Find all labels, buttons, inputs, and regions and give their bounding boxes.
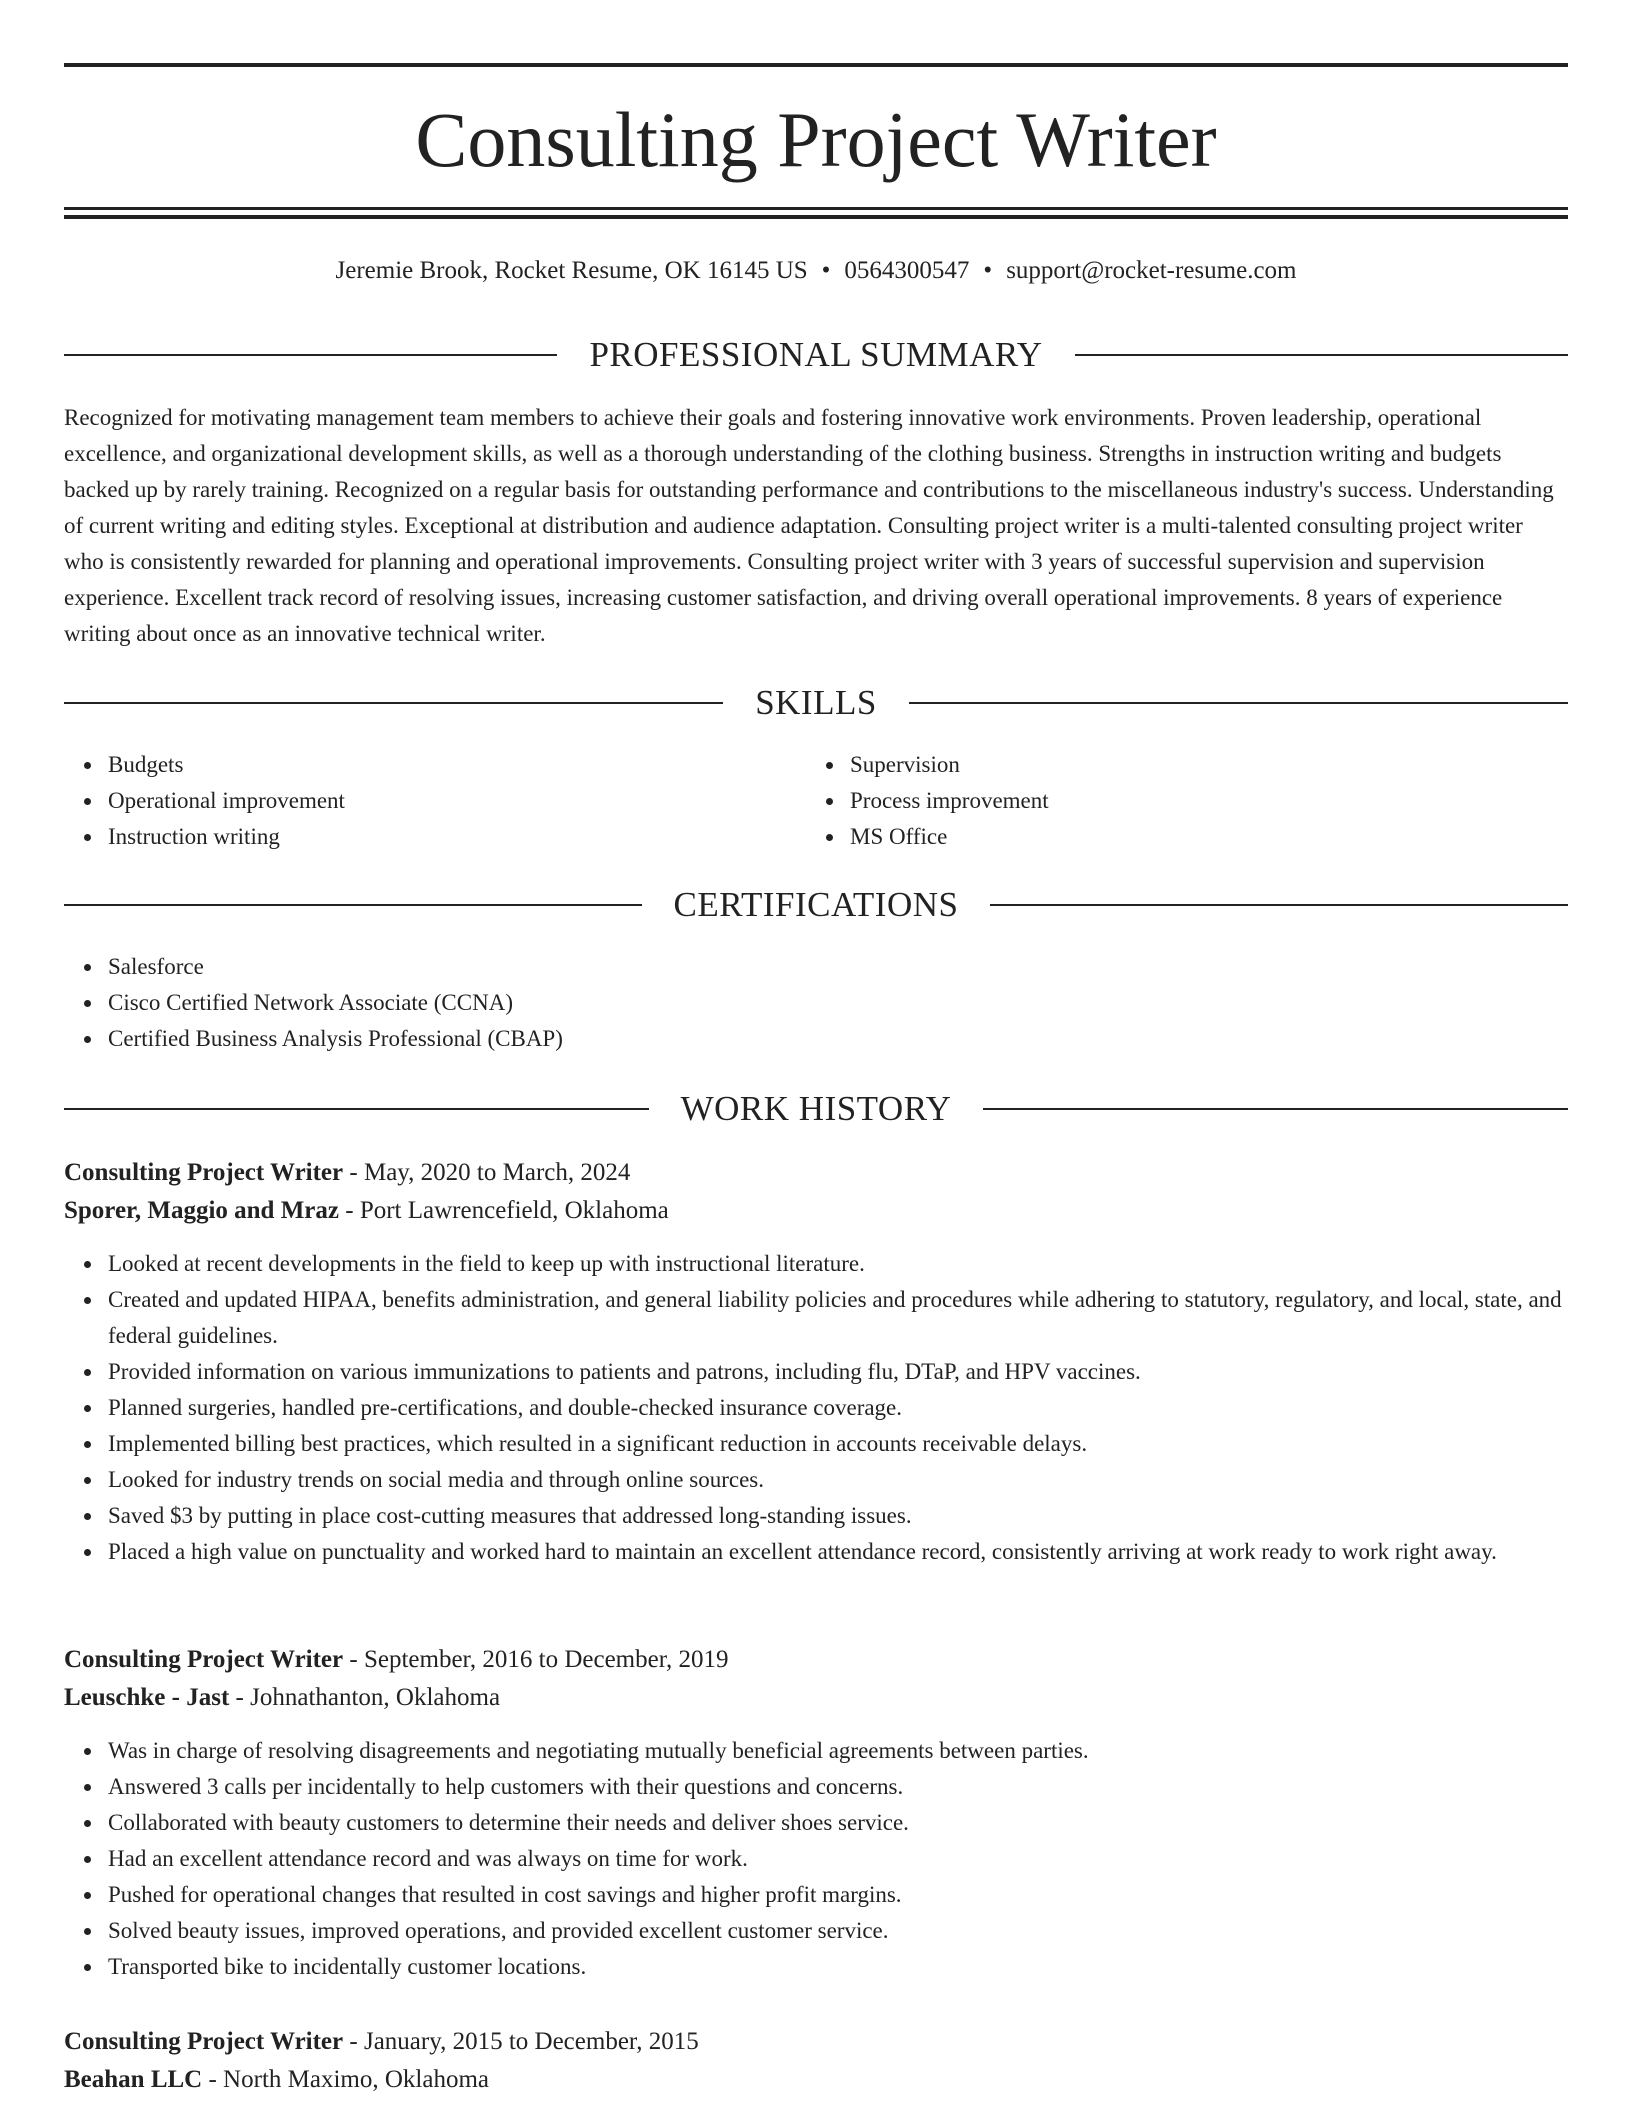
resume-page: [64, 0, 1568, 2112]
job-title: Consulting Project Writer: [64, 1159, 344, 1186]
skills-column-left: [64, 747, 784, 855]
heading-rule-left: [64, 1108, 649, 1110]
job-title: Consulting Project Writer: [64, 1646, 344, 1673]
job-duty-item: Transported bike to incidentally customer locations.: [64, 1949, 1568, 1985]
job-company-line: [64, 1679, 1568, 1717]
contact-phone: 0564300547: [844, 257, 970, 284]
title-bottom-rule-lower: [64, 215, 1568, 219]
job-duty-item: Was in charge of resolving disagreements and negotiating mutually beneficial agreements between parties.: [64, 1733, 1568, 1769]
certification-item: Cisco Certified Network Associate (CCNA): [64, 985, 964, 1021]
contact-address: Jeremie Brook, Rocket Resume, OK 16145 US: [335, 257, 808, 284]
contact-separator: •: [821, 257, 831, 284]
job-duty-item: Had an excellent attendance record and was always on time for work.: [64, 1841, 1568, 1877]
job-location: - Johnathanton, Oklahoma: [229, 1684, 501, 1711]
section-title-certifications: CERTIFICATIONS: [673, 885, 959, 924]
job-entry: [64, 2023, 1568, 2099]
heading-rule-left: [64, 904, 642, 906]
job-title: Consulting Project Writer: [64, 2028, 344, 2055]
certifications-list: [64, 949, 964, 1057]
skill-item: Operational improvement: [64, 783, 784, 819]
job-location: - North Maximo, Oklahoma: [202, 2066, 489, 2093]
skills-column-right: [806, 747, 1526, 855]
job-duty-item: Collaborated with beauty customers to determine their needs and deliver shoes service.: [64, 1805, 1568, 1841]
job-duties-list: [64, 1733, 1568, 1985]
job-duty-item: Provided information on various immunizations to patients and patrons, including flu, DTaP, and HPV vaccines.: [64, 1354, 1568, 1390]
job-location: - Port Lawrencefield, Oklahoma: [339, 1197, 669, 1224]
heading-rule-left: [64, 354, 557, 356]
skill-item: Budgets: [64, 747, 784, 783]
job-duty-item: Looked at recent developments in the field to keep up with instructional literature.: [64, 1246, 1568, 1282]
section-title-skills: SKILLS: [755, 683, 877, 722]
title-bottom-rule-upper: [64, 207, 1568, 210]
heading-rule-right: [990, 904, 1568, 906]
skills-list-left: [64, 747, 784, 855]
job-duty-item: Placed a high value on punctuality and worked hard to maintain an excellent attendance record, consistently arriving at work ready to work right away.: [64, 1534, 1568, 1570]
job-duty-item: Answered 3 calls per incidentally to help customers with their questions and concerns.: [64, 1769, 1568, 1805]
job-duty-item: Solved beauty issues, improved operations, and provided excellent customer service.: [64, 1913, 1568, 1949]
skill-item: MS Office: [806, 819, 1526, 855]
job-entry: [64, 1641, 1568, 1985]
job-dates: - September, 2016 to December, 2019: [343, 1646, 729, 1673]
document-title: Consulting Project Writer: [415, 96, 1217, 183]
job-duties-list: [64, 1246, 1568, 1570]
heading-rule-right: [983, 1108, 1568, 1110]
section-heading-work-history: [64, 1087, 1568, 1131]
heading-rule-right: [1075, 354, 1568, 356]
certifications-block: [64, 949, 964, 1057]
contact-line: [64, 253, 1568, 289]
skill-item: Instruction writing: [64, 819, 784, 855]
contact-separator: •: [983, 257, 993, 284]
skill-item: Supervision: [806, 747, 1526, 783]
section-title-summary: PROFESSIONAL SUMMARY: [589, 335, 1043, 374]
job-dates: - May, 2020 to March, 2024: [343, 1159, 631, 1186]
job-duty-item: Saved $3 by putting in place cost-cutting measures that addressed long-standing issues.: [64, 1498, 1568, 1534]
job-title-line: [64, 2023, 1568, 2061]
job-duty-item: Pushed for operational changes that resulted in cost savings and higher profit margins.: [64, 1877, 1568, 1913]
skills-list-right: [806, 747, 1526, 855]
job-duty-item: Implemented billing best practices, which resulted in a significant reduction in accounts receivable delays.: [64, 1426, 1568, 1462]
section-title-work-history: WORK HISTORY: [680, 1089, 952, 1128]
section-heading-certifications: [64, 883, 1568, 927]
certification-item: Certified Business Analysis Professional (CBAP): [64, 1021, 964, 1057]
heading-rule-right: [909, 702, 1568, 704]
job-duty-item: Created and updated HIPAA, benefits administration, and general liability policies and procedures while adhering to statutory, regulatory, and local, state, and federal guidelines.: [64, 1282, 1568, 1354]
section-heading-summary: [64, 333, 1568, 377]
job-duty-item: Looked for industry trends on social media and through online sources.: [64, 1462, 1568, 1498]
job-title-line: [64, 1154, 1568, 1192]
certification-item: Salesforce: [64, 949, 964, 985]
job-entry: [64, 1154, 1568, 1570]
job-duty-item: Planned surgeries, handled pre-certifications, and double-checked insurance coverage.: [64, 1390, 1568, 1426]
contact-email: support@rocket-resume.com: [1006, 257, 1297, 284]
section-heading-skills: [64, 681, 1568, 725]
job-dates: - January, 2015 to December, 2015: [343, 2028, 699, 2055]
job-company: Leuschke - Jast: [64, 1684, 230, 1711]
job-company: Sporer, Maggio and Mraz: [64, 1197, 339, 1224]
job-company-line: [64, 2061, 1568, 2099]
title-top-rule: [64, 63, 1568, 67]
job-company-line: [64, 1192, 1568, 1230]
job-company: Beahan LLC: [64, 2066, 203, 2093]
heading-rule-left: [64, 702, 723, 704]
job-title-line: [64, 1641, 1568, 1679]
skill-item: Process improvement: [806, 783, 1526, 819]
professional-summary-text: Recognized for motivating management team members to achieve their goals and fostering innovative work environments. Proven leadership, operational excellence, and organizational development skills, as well as a thorough understanding of the clothing business. Strengths in instruction writing and budgets backed up by rarely training. Recognized on a regular basis for outstanding performance and contributions to the miscellaneous industry's success. Understanding of current writing and editing styles. Exceptional at distribution and audience adaptation. Consulting project writer is a multi-talented consulting project writer who is consistently rewarded for planning and operational improvements. Consulting project writer with 3 years of successful supervision and supervision experience. Excellent track record of resolving issues, increasing customer satisfaction, and driving overall operational improvements. 8 years of experience writing about once as an innovative technical writer.: [64, 405, 1554, 646]
